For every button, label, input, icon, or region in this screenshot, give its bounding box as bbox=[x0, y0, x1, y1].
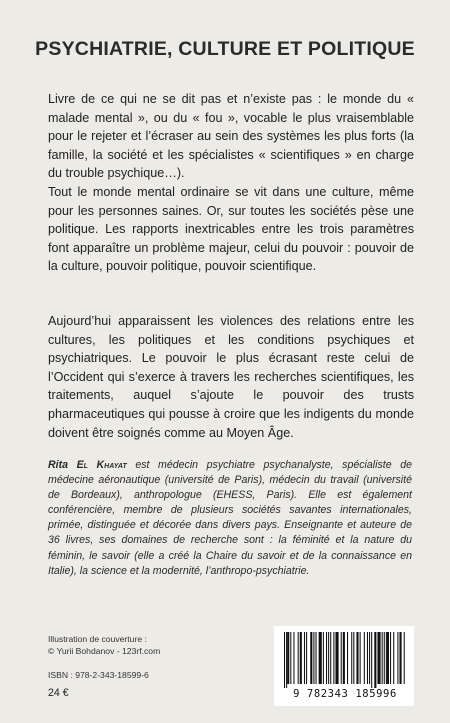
barcode-bar bbox=[310, 632, 312, 684]
barcode-bar bbox=[386, 632, 387, 684]
barcode-bar bbox=[367, 632, 368, 684]
barcode-bar bbox=[313, 632, 314, 684]
author-bio bbox=[48, 458, 412, 579]
barcode-bar bbox=[384, 632, 385, 684]
summary-paragraph-3: Aujourd’hui apparaissent les violences des relations entre les cultures, les politiques et les conditions psychiques et psychiatriques. Le pouvoir le plus écrasant reste celui de l’Occident qui s’exerce à travers les recherches scientifiques, les traitements, auquel s’ajoute le pouvoir des trusts pharmaceutiques qui pousse à croire que les indigents du monde doivent être soignés comme au Moyen Âge. bbox=[48, 314, 414, 440]
barcode-bar bbox=[328, 632, 329, 684]
barcode-bar bbox=[351, 632, 352, 684]
barcode bbox=[274, 626, 414, 706]
barcode-bar bbox=[284, 632, 285, 688]
barcode-bar bbox=[341, 632, 342, 684]
barcode-bar bbox=[353, 632, 354, 684]
summary-paragraph-2: Tout le monde mental ordinaire se vit dans une culture, même pour les personnes saines. Or, sur toutes les sociétés pèse une politique. Les rapports inextricables entre les trois paramètres font apparaître un problème majeur, celui du pouvoir : pouvoir de la culture, pouvoir politique, pouvoir scientifique. bbox=[48, 185, 414, 274]
barcode-bars bbox=[282, 632, 406, 688]
barcode-bar bbox=[304, 632, 305, 684]
book-title: PSYCHIATRIE, CULTURE ET POLITIQUE bbox=[35, 38, 415, 60]
barcode-bar bbox=[316, 632, 317, 684]
barcode-bar bbox=[393, 632, 394, 684]
barcode-bar bbox=[390, 632, 391, 684]
barcode-bar bbox=[293, 632, 294, 684]
isbn-text: ISBN : 978-2-343-18599-6 bbox=[48, 670, 149, 680]
barcode-bar bbox=[326, 632, 327, 684]
barcode-bar bbox=[333, 632, 334, 684]
illustration-credits bbox=[48, 634, 248, 657]
author-name bbox=[48, 459, 127, 471]
barcode-bar bbox=[287, 632, 289, 684]
barcode-bar bbox=[382, 632, 383, 684]
barcode-bar bbox=[290, 632, 291, 684]
barcode-bar bbox=[369, 632, 370, 684]
barcode-bar bbox=[397, 632, 398, 684]
credits-line-2: © Yurii Bohdanov - 123rf.com bbox=[48, 645, 161, 656]
author-first-name: Rita bbox=[48, 459, 69, 471]
barcode-bar bbox=[356, 632, 358, 684]
barcode-bar bbox=[360, 632, 361, 684]
barcode-bar bbox=[319, 632, 322, 684]
barcode-bar bbox=[404, 632, 405, 684]
barcode-bar bbox=[364, 632, 365, 684]
barcode-bar bbox=[286, 632, 287, 688]
barcode-bar bbox=[371, 632, 372, 688]
barcode-bar bbox=[300, 632, 302, 684]
barcode-bar bbox=[323, 632, 324, 684]
barcode-bar bbox=[330, 632, 331, 684]
barcode-bar bbox=[387, 632, 389, 684]
price-text: 24 € bbox=[48, 687, 69, 699]
barcode-bar bbox=[400, 632, 402, 684]
barcode-bar bbox=[374, 632, 376, 688]
author-bio-text: est médecin psychiatre psychanalyste, spécialiste de médecine aéronautique (université de Paris), médecin du travail (université de Bordeaux), anthropologue (EHESS, Paris). Elle est également conférencière, membre de plusieurs sociétés savantes internationales, primée, distinguée et décorée dans divers pays. Enseignante et auteure de 36 livres, ses domaines de recherche sont : la féminité et la nature du féminin, le savoir (elle a créé la Chaire du savoir et de la connaissance en Italie), la science et la modernité, l’anthropo-psychiatrie. bbox=[48, 459, 412, 577]
barcode-bar bbox=[343, 632, 345, 684]
author-last-name: El Khayat bbox=[76, 459, 127, 471]
credits-line-1: Illustration de couverture : bbox=[48, 634, 147, 644]
barcode-bar bbox=[335, 632, 338, 684]
summary-paragraph-1: Livre de ce qui ne se dit pas et n’existe pas : le monde du « malade mental », ou du « fou », vocable le plus vraisemblable pour le rejeter et l’écraser au sein des systèmes les plus forts (la famille, la société et les spécialistes « scientifiques » en charge du trouble psychique…). bbox=[48, 92, 414, 181]
barcode-bar bbox=[306, 632, 307, 684]
barcode-bar bbox=[377, 632, 380, 684]
barcode-bar bbox=[298, 632, 299, 684]
barcode-digits: 9 782343 185996 bbox=[293, 688, 397, 700]
barcode-bar bbox=[347, 632, 348, 684]
